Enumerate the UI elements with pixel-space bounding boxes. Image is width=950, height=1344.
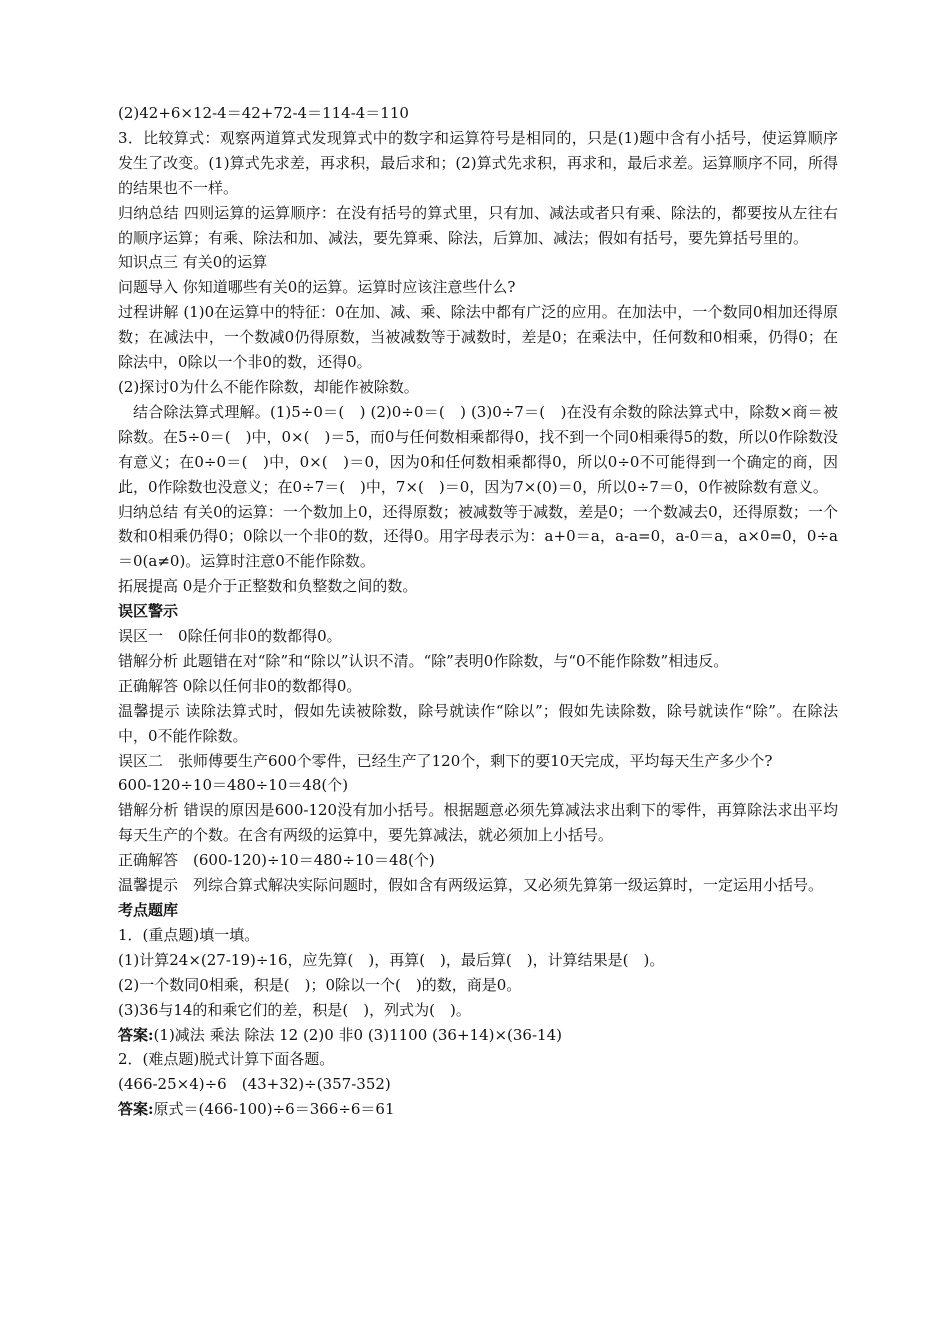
error-analysis-two: 错解分析 错误的原因是600-120没有加小括号。根据题意必须先算减法求出剩下的零件，再算除法求出平均每天生产的个数。在含有两级的运算中，要先算减法，就必须加上小括号。 (118, 801, 838, 845)
answer-text: 原式＝(466-100)÷6＝366÷6＝61 (153, 1100, 395, 1119)
answer-label: 答案: (118, 1025, 154, 1044)
mistake-two: 误区二 张师傅要生产600个零件，已经生产了120个，剩下的要10天完成，平均每天生产多少个? (118, 751, 773, 770)
question-one-part-1: (1)计算24×(27-19)÷16，应先算( )，再算( )，最后算( )，计算结果是( )。 (118, 950, 665, 969)
correct-answer-two: 正确解答 (600-120)÷10＝480÷10＝48(个) (118, 851, 435, 870)
question-one: 1．(重点题)填一填。 (118, 925, 260, 944)
paragraph-summary-zero: 归纳总结 有关0的运算：一个数加上0，还得原数；被减数等于减数，差是0；一个数减去0，还得原数；一个数和0相乘仍得0；0除以一个非0的数，还得0。用字母表示为：a+0＝a，a-a=0，a-0＝a，a×0=0，0÷a＝0(a≠0)。运算时注意0不能作除数。 (118, 502, 838, 571)
knowledge-point-title: 知识点三 有关0的运算 (118, 253, 268, 272)
paragraph-discuss: (2)探讨0为什么不能作除数，却能作被除数。 (118, 377, 419, 396)
question-one-part-2: (2)一个数同0相乘，积是( )；0除以一个( )的数，商是0。 (118, 975, 522, 994)
tip-two: 温馨提示 列综合算式解决实际问题时，假如含有两级运算，又必须先算第一级运算时，一定运用小括号。 (118, 876, 824, 895)
answer-text: (1)减法 乘法 除法 12 (2)0 非0 (3)1100 (36+14)×(36-14) (153, 1025, 562, 1044)
wrong-calc: 600-120÷10＝480÷10＝48(个) (118, 776, 349, 795)
question-one-part-3: (3)36与14的和乘它们的差，积是( )，列式为( )。 (118, 1000, 471, 1019)
calc-line: (2)42+6×12-4＝42+72-4＝114-4＝110 (118, 104, 409, 122)
question-two: 2．(难点题)脱式计算下面各题。 (118, 1050, 335, 1069)
paragraph-summary-order: 归纳总结 四则运算的运算顺序：在没有括号的算式里，只有加、减法或者只有乘、除法的，都要按从左往右的顺序运算；有乘、除法和加、减法，要先算乘、除法，后算加、减法；假如有括号，要先算括号里的。 (118, 203, 838, 247)
paragraph-extend: 拓展提高 0是介于正整数和负整数之间的数。 (118, 577, 418, 596)
answer-one (118, 1023, 838, 1048)
document-body (118, 101, 838, 1122)
error-analysis-one: 错解分析 此题错在对“除”和“除以”认识不清。“除”表明0作除数，与“0不能作除数”相违反。 (118, 651, 729, 670)
tip-one: 温馨提示 读除法算式时，假如先读被除数，除号就读作“除以”；假如先读除数，除号就读作“除”。在除法中，0不能作除数。 (118, 701, 838, 745)
question-intro: 问题导入 你知道哪些有关0的运算。运算时应该注意些什么? (118, 278, 516, 297)
mistake-one: 误区一 0除任何非0的数都得0。 (118, 627, 342, 646)
question-two-expressions: (466-25×4)÷6 (43+32)÷(357-352) (118, 1075, 391, 1094)
correct-answer-one: 正确解答 0除以任何非0的数都得0。 (118, 676, 362, 695)
answer-label: 答案: (118, 1100, 154, 1119)
paragraph-process: 过程讲解 (1)0在运算中的特征：0在加、减、乘、除法中都有广泛的应用。在加法中，一个数同0相加还得原数；在减法中，一个数减0仍得原数，当被减数等于减数时，差是0；在乘法中，任何数和0相乘，仍得0；在除法中，0除以一个非0的数，还得0。 (118, 303, 838, 372)
answer-two (118, 1097, 838, 1122)
paragraph-compare: 3．比较算式：观察两道算式发现算式中的数字和运算符号是相同的，只是(1)题中含有小括号，使运算顺序发生了改变。(1)算式先求差，再求积，最后求和；(2)算式先求积，再求和，最后求差。运算顺序不同，所得的结果也不一样。 (118, 128, 838, 197)
section-heading-questions: 考点题库 (118, 901, 179, 919)
section-heading-mistakes: 误区警示 (118, 602, 179, 621)
paragraph-division: 结合除法算式理解。(1)5÷0＝( ) (2)0÷0＝( ) (3)0÷7＝( )在没有余数的除法算式中，除数×商＝被除数。在5÷0＝( )中，0×( )＝5，而0与任何数相乘都得0，找不到一个同0相乘得5的数，所以0作除数没有意义；在0÷0＝( )中，0×( )＝0，因为0和任何数相乘都得0，所以0÷0不可能得到一个确定的商，因此，0作除数也没意义；在0÷7＝( )中，7×( )＝0，因为7×(0)＝0，所以0÷7＝0，0作被除数有意义。 (118, 402, 838, 496)
